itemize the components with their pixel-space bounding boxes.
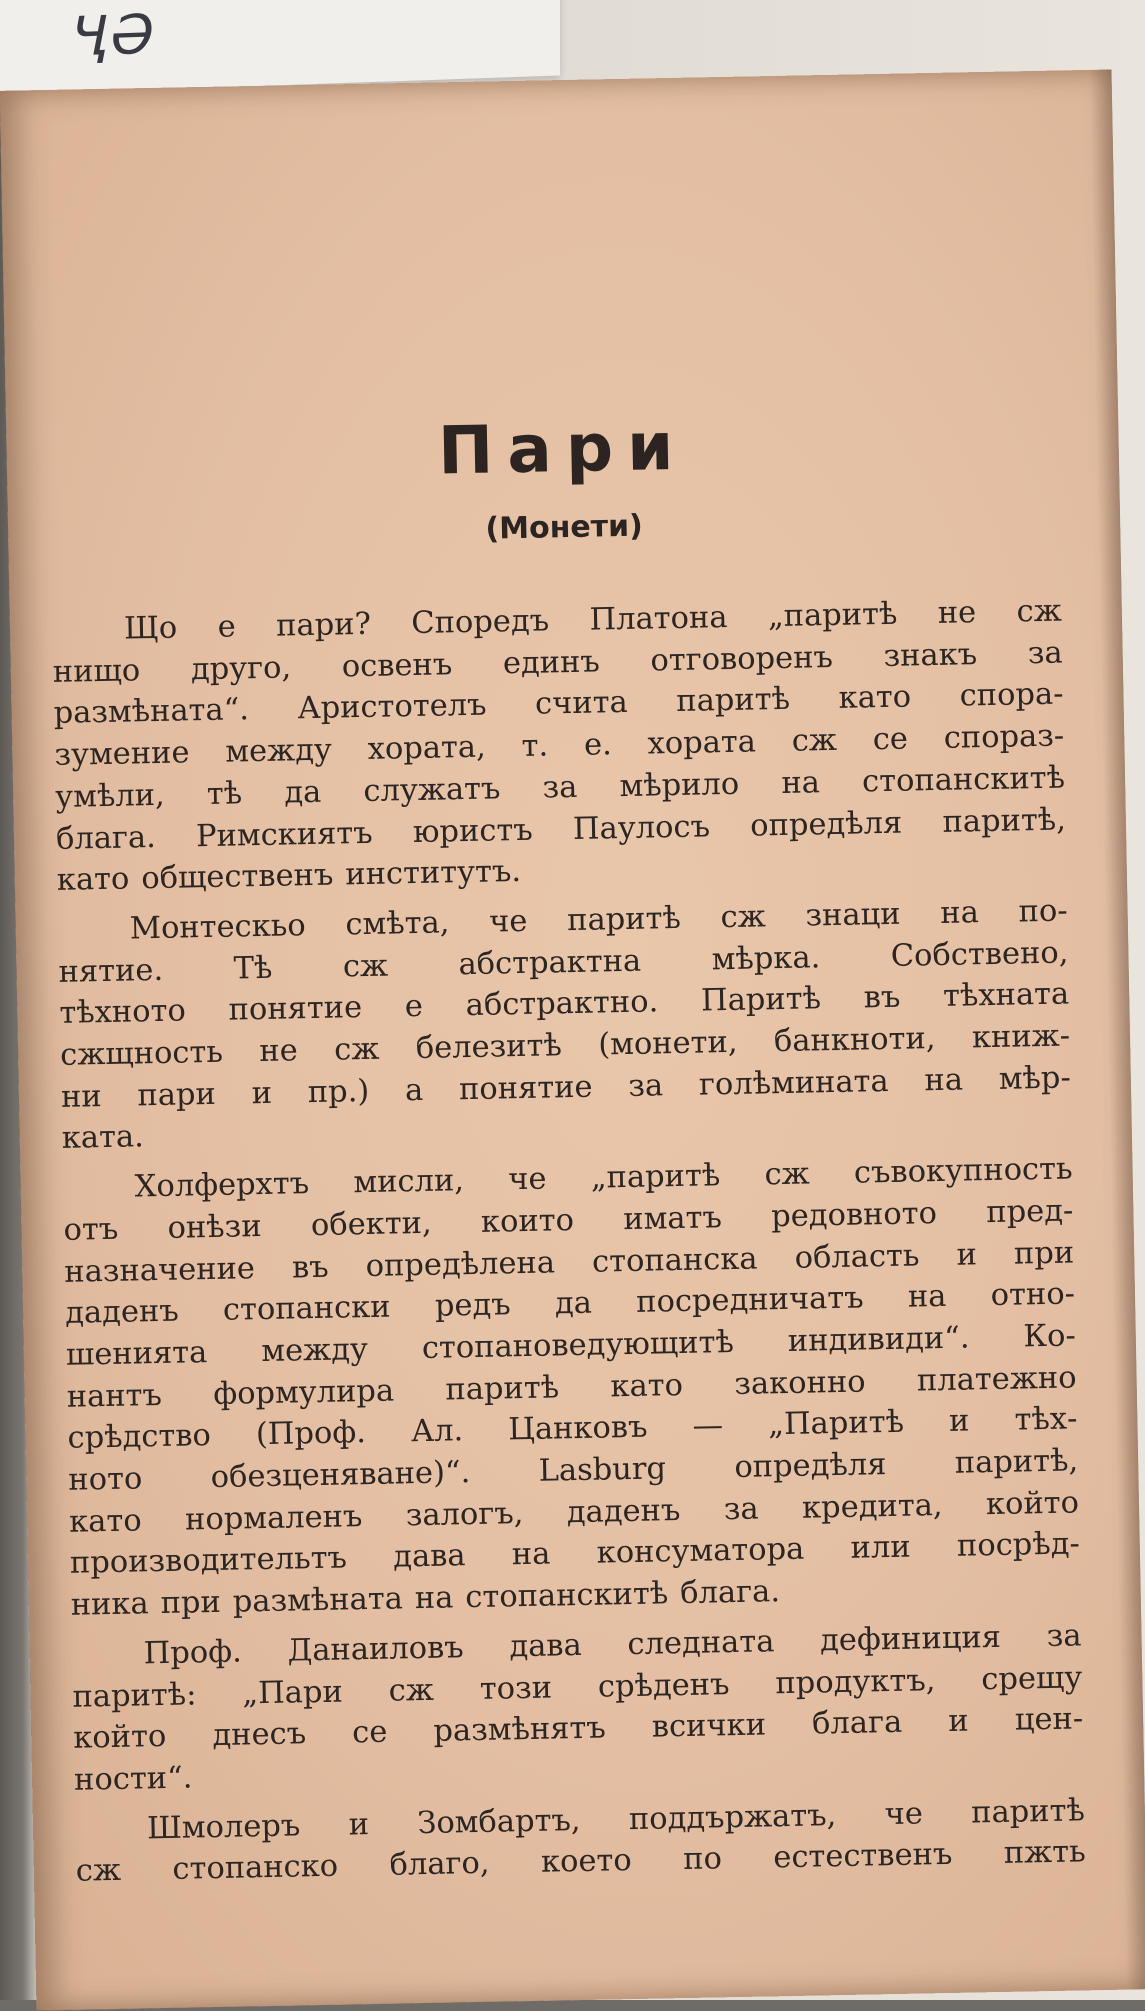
text-line: ни пари и пр.) а понятие за голѣмината на мѣр- bbox=[60, 1060, 1072, 1115]
text-line: сж стопанско благо, което по естественъ пжть bbox=[75, 1834, 1086, 1890]
text-line: умѣли, тѣ да служатъ за мѣрило на стопанскитѣ bbox=[54, 760, 1066, 815]
text-line: който днесъ се размѣнятъ всички блага и цен- bbox=[72, 1701, 1084, 1757]
text-line: ното обезценяване)“. Lasburg опредѣля паритѣ, bbox=[68, 1443, 1079, 1498]
text-line: размѣната“. Аристотелъ счита паритѣ като спора- bbox=[53, 676, 1064, 732]
text-line: сжщность не сж белезитѣ (монети, банкноти, книж- bbox=[59, 1018, 1071, 1073]
text-line: като общественъ институтъ. bbox=[56, 854, 522, 899]
text-line: нищо друго, освенъ единъ отговоренъ знакъ за bbox=[52, 635, 1063, 690]
page-subtitle: (Монети) bbox=[485, 508, 644, 547]
text-line: нантъ формулира паритѣ като законно платежно bbox=[66, 1360, 1077, 1415]
text-line: блага. Римскиятъ юристъ Паулосъ опредѣля паритѣ, bbox=[55, 802, 1067, 857]
text-line: ката. bbox=[61, 1119, 145, 1157]
text-line: отъ онѣзи обекти, които иматъ редовното пред- bbox=[63, 1193, 1074, 1248]
page-title: Пари bbox=[437, 407, 688, 490]
text-line: даденъ стопански редъ да посредничатъ на отно- bbox=[64, 1276, 1076, 1332]
text-line: Шмолеръ и Зомбартъ, поддържатъ, че паритѣ bbox=[146, 1793, 1086, 1847]
text-line: шенията между стопановедующитѣ индивиди“. Ко- bbox=[65, 1318, 1077, 1373]
text-line: производительтъ дава на консуматора или посрѣд- bbox=[69, 1526, 1081, 1582]
text-line: Що е пари? Споредъ Платона „паритѣ не сж bbox=[123, 593, 1063, 647]
text-line: Холферхтъ мисли, че „паритѣ сж съвокупность bbox=[134, 1151, 1073, 1205]
text-line: като нормаленъ залогъ, даденъ за кредита, който bbox=[68, 1485, 1080, 1540]
text-line: Монтескьо смѣта, че паритѣ сж знаци на по- bbox=[129, 893, 1068, 947]
text-line: назначение въ опредѣлена стопанска область и при bbox=[64, 1234, 1075, 1290]
text-line: ника при размѣната на стопанскитѣ блага. bbox=[70, 1574, 781, 1623]
text-line: тѣхното понятие е абстрактно. Паритѣ въ тѣхната bbox=[59, 976, 1070, 1032]
book-page bbox=[0, 70, 1145, 2011]
text-line: ности“. bbox=[73, 1760, 193, 1798]
text-line: нятие. Тѣ сж абстрактна мѣрка. Собствено, bbox=[58, 935, 1069, 990]
text-line: зумение между хората, т. е. хората сж се спораз- bbox=[54, 718, 1065, 774]
body-text bbox=[52, 591, 1086, 1893]
text-line: срѣдство (Проф. Ал. Цанковъ — „Паритѣ и тѣх- bbox=[67, 1401, 1078, 1457]
text-line: паритѣ: „Пари сж този срѣденъ продуктъ, срещу bbox=[72, 1659, 1083, 1715]
handwritten-corner-mark: ҶӘ bbox=[70, 2, 158, 69]
text-line: Проф. Данаиловъ дава следната дефиниция за bbox=[143, 1618, 1082, 1672]
